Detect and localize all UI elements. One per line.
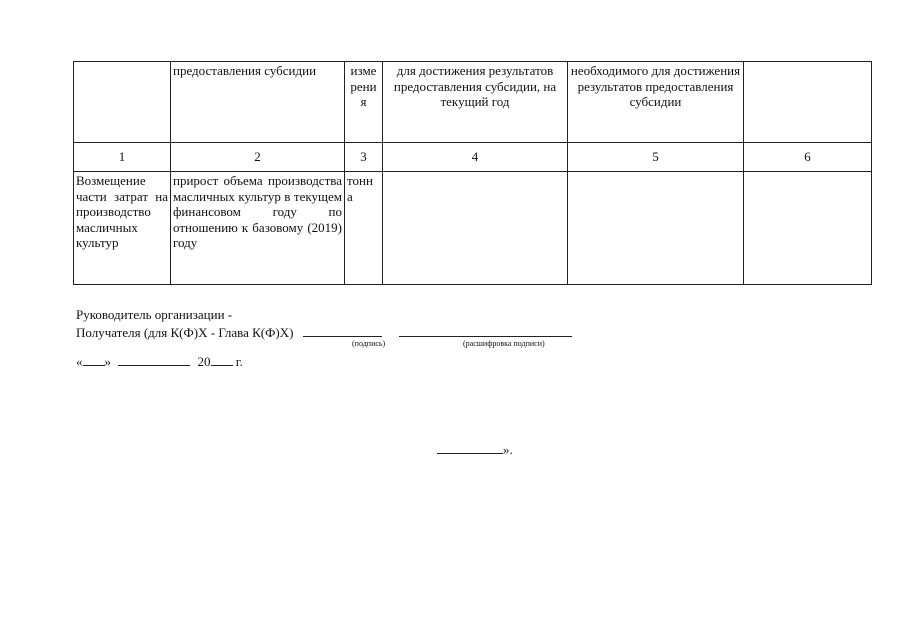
name-decode-blank: [399, 323, 572, 337]
subsidy-results-table: [73, 61, 872, 285]
column-number-row: [74, 143, 872, 172]
signature-title-line1: Руководитель организации -: [76, 307, 233, 322]
signature-caption: (подпись): [352, 339, 386, 348]
header-cell-5: необходимого для достижения результатов предоставления субсидии: [568, 62, 744, 143]
header-cell-2: предоставления субсидии: [171, 62, 345, 143]
date-close-quote: »: [104, 354, 111, 369]
column-number-5: 5: [568, 143, 744, 172]
col6-cell: [744, 172, 872, 285]
column-number-1: 1: [74, 143, 171, 172]
column-number-2: 2: [171, 143, 345, 172]
current-year-value-cell: [383, 172, 568, 285]
year-prefix: 20: [197, 354, 211, 369]
required-value-cell: [568, 172, 744, 285]
day-blank: [83, 352, 105, 366]
closing-line: [437, 440, 513, 458]
signature-block: [76, 306, 572, 341]
header-cell-6: [744, 62, 872, 143]
closing-quote: ».: [503, 442, 513, 457]
table-row: [74, 172, 872, 285]
signature-blank: [303, 323, 382, 337]
closing-blank: [437, 440, 503, 454]
indicator-cell: прирост объема производства масличных культур в текущем финансовом году по отношению к базовому (2019) году: [171, 172, 345, 285]
header-cell-3: изме рени я: [345, 62, 383, 143]
header-cell-4: для достижения результатов предоставления субсидии, на текущий год: [383, 62, 568, 143]
signature-title-line2: Получателя (для К(Ф)Х - Глава К(Ф)Х): [76, 325, 294, 340]
month-blank: [118, 352, 190, 366]
date-open-quote: «: [76, 354, 83, 369]
table-header-row: [74, 62, 872, 143]
column-number-6: 6: [744, 143, 872, 172]
date-line: [76, 352, 243, 370]
column-number-3: 3: [345, 143, 383, 172]
name-decode-caption: (расшифровка подписи): [463, 339, 545, 348]
year-suffix: г.: [235, 354, 243, 369]
year-blank: [211, 352, 233, 366]
header-cell-1: [74, 62, 171, 143]
unit-cell: тонн а: [345, 172, 383, 285]
purpose-cell: Возмещение части затрат на производство масличных культур: [74, 172, 171, 285]
column-number-4: 4: [383, 143, 568, 172]
